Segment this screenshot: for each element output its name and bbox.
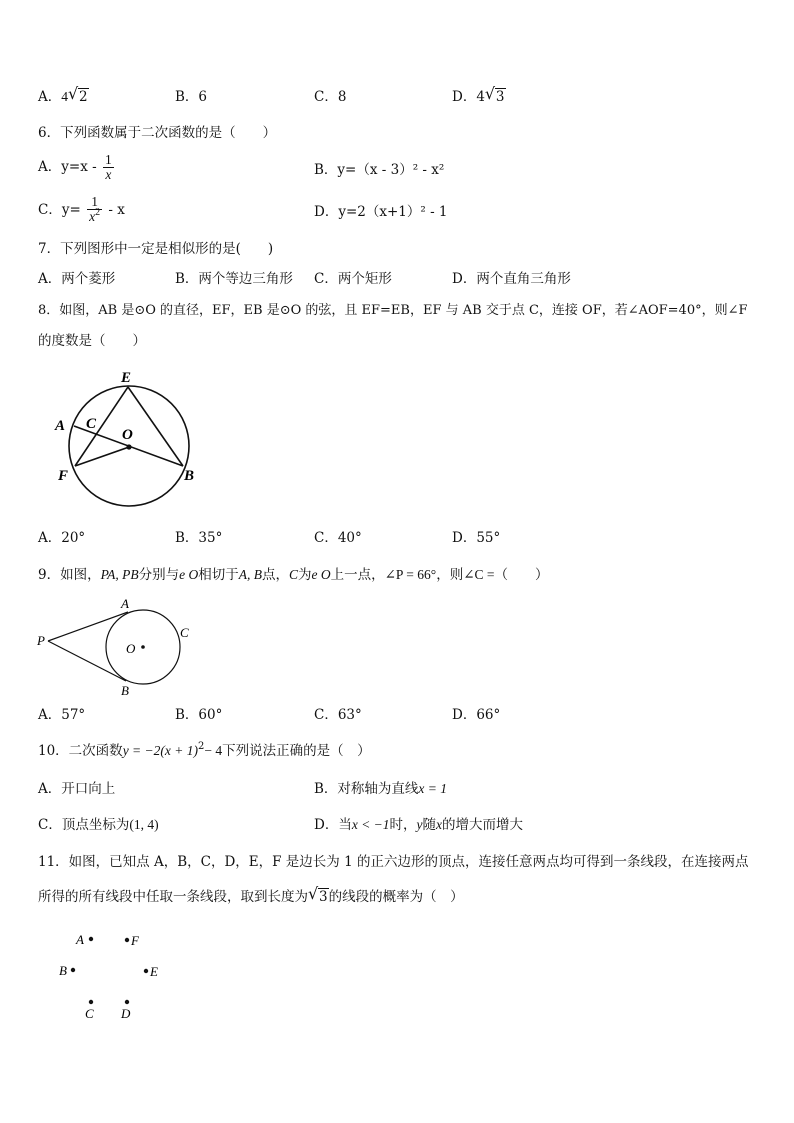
q6-option-b (314, 161, 444, 179)
q8-option-b: B．35° (175, 530, 223, 546)
label-a: A (76, 932, 84, 947)
q6-stem: 6．下列函数属于二次函数的是（ ） (38, 125, 277, 141)
math-paren: (x + 1) (160, 743, 198, 758)
q7-option-d: D．两个直角三角形 (452, 271, 571, 287)
q9-option-c: C．63° (314, 707, 362, 723)
q7-stem: 7．下列图形中一定是相似形的是( ) (38, 241, 274, 257)
q10-question: 下列说法正确的是（ ） (222, 743, 371, 759)
q10-option-b (314, 780, 447, 798)
q7-option-b: B．两个等边三角形 (175, 271, 293, 287)
q7-option-c: C．两个矩形 (314, 271, 392, 287)
chord-ef (75, 387, 128, 466)
q6-option-a (38, 153, 116, 182)
label-b: B (59, 963, 67, 978)
q8-circle-figure (50, 362, 210, 512)
expr-pre: y=x - (61, 159, 97, 175)
option-letter: C． (314, 89, 338, 105)
tangent-pb (48, 641, 126, 681)
label-o: O (122, 427, 133, 443)
text-segment: 的增大而增大 (442, 817, 524, 833)
label-f: F (131, 933, 139, 948)
tangent-pa (48, 612, 128, 641)
text-segment: （ ） (494, 567, 549, 583)
q9-number: 9．如图， (38, 567, 101, 583)
q9-option-a: A．57° (38, 707, 86, 723)
label-f: F (58, 468, 69, 484)
expr-post: - x (108, 202, 125, 218)
math-y: y (416, 817, 423, 832)
math-c: C (288, 567, 298, 582)
numerator: 1 (87, 195, 102, 210)
chord-eb (128, 387, 183, 466)
math-tail: − 4 (204, 743, 223, 758)
radicand: 2 (79, 89, 88, 105)
point-c (89, 1000, 93, 1004)
denominator (87, 207, 102, 226)
point-b (71, 968, 75, 972)
text-segment: 所得的所有线段中任取一条线段，取到长度为 (38, 889, 308, 905)
text-segment: 的线段的概率为（ ） (328, 889, 464, 905)
option-value: 8 (337, 89, 347, 105)
math-pa-pb: PA, PB (100, 567, 139, 582)
option-value: 6 (198, 89, 208, 105)
point-e (144, 969, 148, 973)
label-o: O (126, 641, 136, 656)
text-segment: 随 (422, 817, 437, 833)
point-d (125, 1000, 129, 1004)
q11-stem-line1: 11．如图，已知点 A，B，C，D，E，F 是边长为 1 的正六边形的顶点，连接任意两点均可得到一条线段，在连接两点 (38, 854, 749, 870)
label-c: C (180, 625, 189, 640)
text-segment: 分别与 (138, 567, 180, 583)
segment-of (75, 447, 129, 466)
sqrt-2: √ 2 (68, 84, 88, 105)
q5-option-c (314, 88, 346, 106)
text-segment: 点， (261, 567, 289, 583)
math-a-b: A, B (238, 567, 262, 582)
q5-option-b (175, 88, 207, 106)
q11-hexagon-points-figure (54, 926, 184, 1026)
q8-option-c: C．40° (314, 530, 362, 546)
q9-tangent-figure (34, 596, 204, 700)
label-p: P (37, 633, 45, 648)
center-point (126, 444, 131, 449)
q10-option-d (314, 816, 523, 834)
math-angle-c: ∠C = (463, 567, 495, 582)
label-e: E (150, 964, 158, 979)
q10-stem (38, 742, 371, 762)
math-func: y = −2 (122, 743, 161, 758)
math-x: x (436, 817, 443, 832)
q9-option-b: B．60° (175, 707, 223, 723)
text-segment: 上一点， (330, 567, 385, 583)
option-letter: A． (38, 159, 62, 175)
q6-option-d (314, 203, 448, 221)
option-text: D．当 (314, 817, 352, 833)
point-f (125, 938, 129, 942)
q9-stem (38, 566, 549, 584)
den-exponent: 2 (95, 207, 101, 218)
q8-stem-line1: 8．如图，AB 是⊙O 的直径，EF，EB 是⊙O 的弦，且 EF=EB，EF 与 AB 交于点 C，连接 OF，若∠AOF=40°，则∠F (38, 303, 748, 318)
math-vertex: (1, 4) (129, 817, 159, 832)
text-segment: ，则 (436, 567, 464, 583)
text-segment: 相切于 (198, 567, 239, 583)
q10-option-c (38, 816, 159, 834)
math-x-lt: x < −1 (351, 817, 390, 832)
q8-option-a: A．20° (38, 530, 86, 546)
math-angle-p: ∠P = 66° (384, 567, 437, 582)
coefficient: 4 (61, 89, 68, 104)
option-value: y=2（x+1）² - 1 (338, 204, 448, 220)
coefficient: 4 (476, 89, 485, 105)
expr-pre: y= (61, 202, 81, 218)
label-a: A (55, 418, 66, 434)
label-b: B (184, 468, 195, 484)
option-letter: B． (175, 89, 199, 105)
numerator: 1 (104, 152, 112, 167)
label-a: A (121, 596, 129, 611)
q10-intro: 10．二次函数 (38, 743, 123, 759)
label-c: C (85, 1006, 94, 1021)
q9-option-d: D．66° (452, 707, 501, 723)
label-d: D (121, 1006, 131, 1021)
center-point (141, 645, 145, 649)
q11-stem-line2 (38, 884, 464, 906)
q10-option-a: A．开口向上 (38, 781, 116, 797)
q7-option-a: A．两个菱形 (38, 271, 116, 287)
text-segment: 时， (389, 817, 417, 833)
q8-option-d: D．55° (452, 530, 501, 546)
label-c: C (86, 416, 97, 432)
q6-option-c (38, 195, 125, 226)
option-letter: B． (314, 162, 338, 178)
q5-option-a (38, 84, 89, 106)
point-a (89, 937, 93, 941)
fraction (103, 153, 114, 182)
math-circle-o: e O (311, 567, 331, 582)
label-b: B (121, 683, 129, 698)
option-letter: D． (452, 89, 477, 105)
option-letter: A． (38, 89, 62, 105)
sqrt-3: √ 3 (484, 84, 505, 105)
q5-option-d (452, 84, 506, 106)
q8-stem-line2: 的度数是（ ） (38, 333, 146, 349)
option-letter: C． (38, 202, 62, 218)
math-circle-o: e O (179, 567, 199, 582)
option-text: B．对称轴为直线 (314, 781, 419, 797)
radicand: 3 (495, 89, 505, 105)
label-e: E (121, 370, 132, 386)
radicand: 3 (319, 889, 328, 905)
option-value: y=（x - 3）² - x² (337, 162, 445, 178)
fraction (87, 195, 102, 226)
den-base: x (89, 209, 96, 224)
math-x-eq-1: x = 1 (418, 781, 448, 796)
sqrt-3: √ 3 (308, 884, 328, 905)
option-text: C．顶点坐标为 (38, 817, 130, 833)
text-segment: 为 (297, 567, 312, 583)
math-exponent: 2 (198, 741, 205, 752)
denominator: x (105, 167, 112, 182)
option-letter: D． (314, 204, 339, 220)
